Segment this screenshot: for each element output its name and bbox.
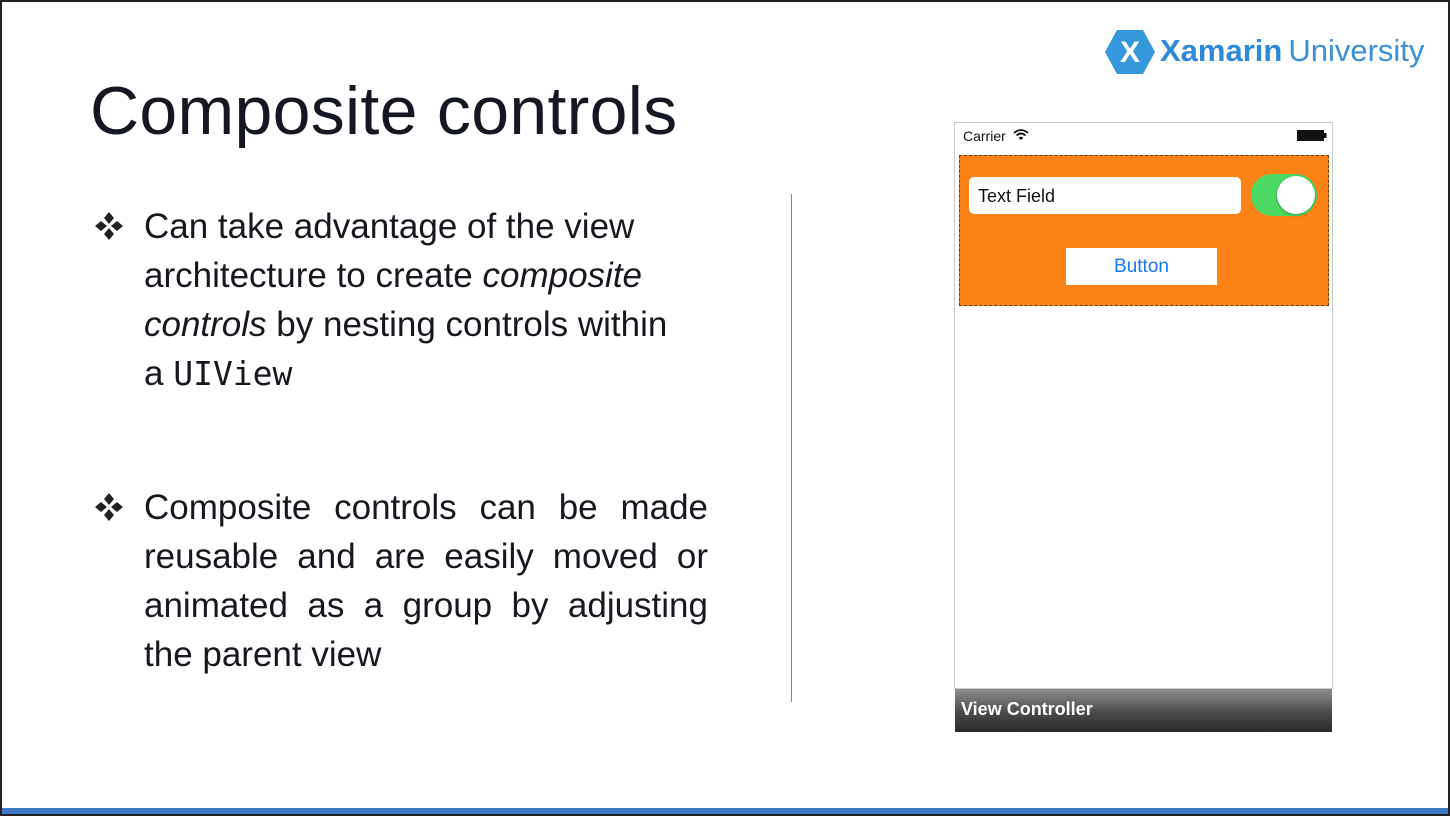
- bullet-item: [90, 483, 740, 679]
- logo-brand: Xamarin: [1160, 33, 1283, 68]
- code-uiview: UIView: [173, 354, 293, 393]
- logo-sub: University: [1288, 33, 1425, 68]
- phone-screen: [954, 122, 1333, 689]
- ios-button[interactable]: Button: [1066, 248, 1217, 285]
- wifi-icon: [1013, 129, 1029, 141]
- status-bar: [955, 123, 1332, 151]
- bullet-1-emphasis-composite: composite: [482, 256, 643, 295]
- four-diamond-bullet-icon: [94, 492, 124, 522]
- text-field[interactable]: Text Field: [969, 177, 1241, 214]
- bullet-list: [90, 202, 740, 679]
- view-controller-bar: View Controller: [955, 689, 1332, 732]
- slide-title: Composite controls: [90, 73, 678, 149]
- bullet-1-line-3: by nesting controls within: [266, 305, 668, 344]
- xamarin-university-logo: [1104, 28, 1424, 80]
- bullet-1-line-4: a: [144, 354, 174, 393]
- carrier-label: Carrier: [963, 128, 1006, 144]
- bullet-1-line-1: Can take advantage of the view: [144, 207, 635, 246]
- bullet-text: [144, 202, 740, 398]
- logo-mark-letter: X: [1119, 36, 1141, 69]
- bullet-item: [90, 202, 740, 398]
- composite-container-view[interactable]: [959, 155, 1329, 306]
- bullet-1-line-2: architecture to create: [144, 256, 483, 295]
- battery-icon: [1297, 130, 1327, 141]
- phone-mockup: [954, 122, 1333, 732]
- vertical-divider: [791, 194, 792, 702]
- logo-wordmark: [1160, 33, 1424, 69]
- switch-knob: [1277, 176, 1315, 214]
- xamarin-hexagon-icon: [1104, 28, 1156, 76]
- toggle-switch[interactable]: [1251, 174, 1317, 216]
- bottom-accent-band: [2, 808, 1450, 814]
- bullet-1-emphasis-controls: controls: [144, 305, 267, 344]
- bullet-text: Composite controls can be made reusable and are easily moved or animated as a group by adjusting the parent view: [144, 488, 708, 674]
- four-diamond-bullet-icon: [94, 211, 124, 241]
